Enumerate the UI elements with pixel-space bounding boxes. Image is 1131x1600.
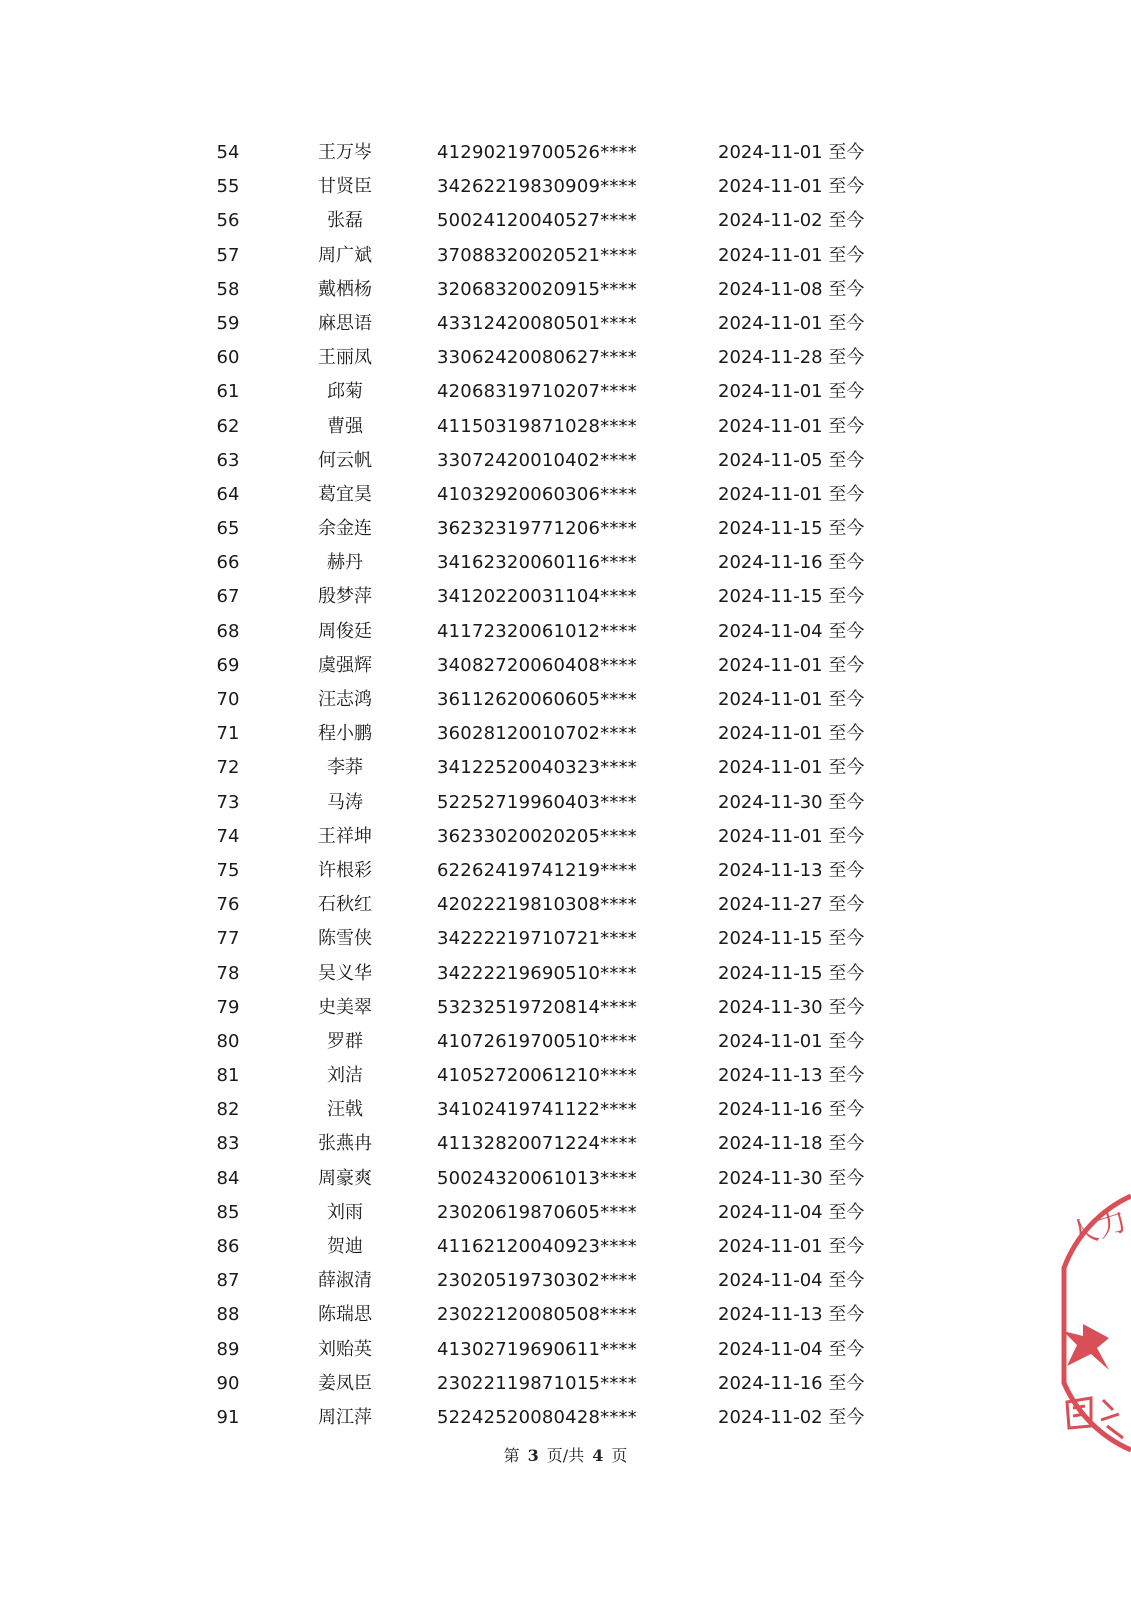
id-number: 23022120080508****	[437, 1304, 637, 1326]
row-number: 81	[216, 1065, 240, 1087]
person-name: 周俊廷	[318, 620, 372, 642]
row-number: 84	[216, 1167, 240, 1189]
person-name: 王万岑	[318, 142, 372, 163]
person-name: 张燕冉	[318, 1133, 372, 1155]
start-date: 2024-11-01 至今	[718, 825, 865, 847]
id-number: 43312420080501****	[437, 312, 637, 334]
person-name: 王祥坤	[318, 825, 372, 847]
table-row	[0, 854, 1131, 888]
id-number: 41290219700526****	[437, 142, 637, 163]
table-row	[0, 273, 1131, 307]
id-number: 23022119871015****	[437, 1372, 637, 1394]
person-name: 罗群	[327, 1030, 363, 1052]
id-number: 52242520080428****	[437, 1406, 637, 1428]
start-date: 2024-11-01 至今	[718, 381, 865, 403]
start-date: 2024-11-04 至今	[718, 1338, 865, 1360]
start-date: 2024-11-04 至今	[718, 620, 865, 642]
person-name: 陈雪侠	[318, 928, 372, 950]
table-row	[0, 922, 1131, 956]
page-footer	[0, 1443, 1131, 1466]
table-row	[0, 512, 1131, 546]
person-name: 刘洁	[327, 1065, 363, 1087]
table-row	[0, 478, 1131, 512]
person-name: 刘雨	[327, 1201, 363, 1223]
person-name: 甘贤臣	[318, 176, 372, 198]
row-number: 85	[216, 1201, 240, 1223]
id-number: 34262219830909****	[437, 176, 637, 198]
id-number: 36112620060605****	[437, 689, 637, 710]
table-row	[0, 820, 1131, 854]
id-number: 34222219710721****	[437, 928, 637, 950]
row-number: 64	[216, 483, 240, 505]
row-number: 91	[216, 1406, 240, 1428]
start-date: 2024-11-08 至今	[718, 278, 865, 300]
table-row	[0, 649, 1131, 683]
row-number: 60	[216, 347, 240, 369]
id-number: 34122520040323****	[437, 757, 637, 779]
row-number: 83	[216, 1133, 240, 1155]
footer-middle: 页/共	[546, 1446, 585, 1465]
id-number: 33072420010402****	[437, 449, 637, 471]
row-number: 62	[216, 415, 240, 437]
id-number: 36028120010702****	[437, 723, 637, 745]
current-page-number: 3	[527, 1446, 539, 1465]
table-row	[0, 546, 1131, 580]
id-number: 34102419741122****	[437, 1099, 637, 1121]
id-number: 50024320061013****	[437, 1167, 637, 1189]
row-number: 66	[216, 552, 240, 574]
person-name: 许根彩	[318, 859, 372, 881]
start-date: 2024-11-01 至今	[718, 1236, 865, 1257]
start-date: 2024-11-13 至今	[718, 859, 865, 881]
row-number: 86	[216, 1236, 240, 1257]
table-row	[0, 1367, 1131, 1401]
row-number: 90	[216, 1372, 240, 1394]
start-date: 2024-11-13 至今	[718, 1065, 865, 1087]
person-name: 马涛	[327, 791, 363, 813]
table-row	[0, 1230, 1131, 1264]
start-date: 2024-11-18 至今	[718, 1133, 865, 1155]
row-number: 58	[216, 278, 240, 300]
start-date: 2024-11-30 至今	[718, 791, 865, 813]
id-number: 62262419741219****	[437, 859, 637, 881]
person-name: 陈瑞思	[318, 1304, 372, 1326]
id-number: 33062420080627****	[437, 347, 637, 369]
table-row	[0, 751, 1131, 785]
start-date: 2024-11-15 至今	[718, 518, 865, 540]
table-row	[0, 444, 1131, 478]
person-name: 麻思语	[318, 312, 372, 334]
person-name: 张磊	[327, 210, 363, 232]
id-number: 23020519730302****	[437, 1270, 637, 1292]
id-number: 34162320060116****	[437, 552, 637, 574]
start-date: 2024-11-30 至今	[718, 996, 865, 1018]
personnel-list	[0, 136, 1131, 1435]
row-number: 63	[216, 449, 240, 471]
row-number: 61	[216, 381, 240, 403]
table-row	[0, 1333, 1131, 1367]
person-name: 汪志鸿	[318, 689, 372, 710]
row-number: 79	[216, 996, 240, 1018]
row-number: 67	[216, 586, 240, 608]
start-date: 2024-11-15 至今	[718, 586, 865, 608]
id-number: 34082720060408****	[437, 654, 637, 676]
start-date: 2024-11-01 至今	[718, 1030, 865, 1052]
id-number: 41032920060306****	[437, 483, 637, 505]
id-number: 34222219690510****	[437, 962, 637, 984]
table-row	[0, 786, 1131, 820]
person-name: 邱菊	[327, 381, 363, 403]
person-name: 赫丹	[327, 552, 363, 574]
table-row	[0, 1196, 1131, 1230]
start-date: 2024-11-01 至今	[718, 654, 865, 676]
svg-text:人力	[1064, 1203, 1131, 1255]
seal-text: 人力	[1063, 1202, 1131, 1255]
row-number: 77	[216, 928, 240, 950]
person-name: 汪戟	[327, 1099, 363, 1121]
row-number: 76	[216, 894, 240, 916]
table-row	[0, 717, 1131, 751]
person-name: 葛宜昊	[318, 483, 372, 505]
row-number: 55	[216, 176, 240, 198]
person-name: 刘贻英	[318, 1338, 372, 1360]
table-row	[0, 615, 1131, 649]
start-date: 2024-11-02 至今	[718, 210, 865, 232]
start-date: 2024-11-01 至今	[718, 176, 865, 198]
table-row	[0, 1298, 1131, 1332]
start-date: 2024-11-30 至今	[718, 1167, 865, 1189]
person-name: 周广斌	[318, 244, 372, 266]
start-date: 2024-11-01 至今	[718, 723, 865, 745]
id-number: 42022219810308****	[437, 894, 637, 916]
table-row	[0, 375, 1131, 409]
table-row	[0, 341, 1131, 375]
start-date: 2024-11-04 至今	[718, 1270, 865, 1292]
table-row	[0, 580, 1131, 614]
person-name: 石秋红	[318, 894, 372, 916]
row-number: 72	[216, 757, 240, 779]
start-date: 2024-11-01 至今	[718, 312, 865, 334]
start-date: 2024-11-01 至今	[718, 244, 865, 266]
row-number: 56	[216, 210, 240, 232]
row-number: 70	[216, 689, 240, 710]
table-row	[0, 410, 1131, 444]
id-number: 37088320020521****	[437, 244, 637, 266]
row-number: 74	[216, 825, 240, 847]
table-row	[0, 170, 1131, 204]
person-name: 李莽	[327, 757, 363, 779]
start-date: 2024-11-27 至今	[718, 894, 865, 916]
start-date: 2024-11-01 至今	[718, 483, 865, 505]
start-date: 2024-11-01 至今	[718, 415, 865, 437]
person-name: 程小鹏	[318, 723, 372, 745]
start-date: 2024-11-16 至今	[718, 1372, 865, 1394]
person-name: 曹强	[327, 415, 363, 437]
row-number: 68	[216, 620, 240, 642]
start-date: 2024-11-01 至今	[718, 142, 865, 163]
id-number: 41132820071224****	[437, 1133, 637, 1155]
row-number: 87	[216, 1270, 240, 1292]
row-number: 89	[216, 1338, 240, 1360]
id-number: 32068320020915****	[437, 278, 637, 300]
table-row	[0, 204, 1131, 238]
table-row	[0, 1401, 1131, 1435]
row-number: 69	[216, 654, 240, 676]
row-number: 59	[216, 312, 240, 334]
id-number: 41150319871028****	[437, 415, 637, 437]
footer-suffix: 页	[611, 1446, 628, 1465]
person-name: 王丽凤	[318, 347, 372, 369]
table-row	[0, 307, 1131, 341]
table-row	[0, 239, 1131, 273]
table-row	[0, 1127, 1131, 1161]
start-date: 2024-11-05 至今	[718, 449, 865, 471]
person-name: 周江萍	[318, 1406, 372, 1428]
table-row	[0, 1162, 1131, 1196]
row-number: 71	[216, 723, 240, 745]
id-number: 50024120040527****	[437, 210, 637, 232]
person-name: 史美翠	[318, 996, 372, 1018]
id-number: 53232519720814****	[437, 996, 637, 1018]
official-seal-stamp	[1061, 1188, 1131, 1458]
row-number: 80	[216, 1030, 240, 1052]
start-date: 2024-11-16 至今	[718, 1099, 865, 1121]
start-date: 2024-11-01 至今	[718, 689, 865, 710]
person-name: 殷梦萍	[318, 586, 372, 608]
table-row	[0, 888, 1131, 922]
id-number: 41172320061012****	[437, 620, 637, 642]
id-number: 36233020020205****	[437, 825, 637, 847]
table-row	[0, 1264, 1131, 1298]
row-number: 88	[216, 1304, 240, 1326]
person-name: 虞强辉	[318, 654, 372, 676]
person-name: 吴义华	[318, 962, 372, 984]
person-name: 姜凤臣	[318, 1372, 372, 1394]
table-row	[0, 1093, 1131, 1127]
person-name: 薛淑清	[318, 1270, 372, 1292]
id-number: 41302719690611****	[437, 1338, 637, 1360]
id-number: 41072619700510****	[437, 1030, 637, 1052]
person-name: 余金连	[318, 518, 372, 540]
id-number: 23020619870605****	[437, 1201, 637, 1223]
row-number: 75	[216, 859, 240, 881]
start-date: 2024-11-02 至今	[718, 1406, 865, 1428]
table-row	[0, 1059, 1131, 1093]
id-number: 36232319771206****	[437, 518, 637, 540]
start-date: 2024-11-13 至今	[718, 1304, 865, 1326]
table-row	[0, 136, 1131, 170]
id-number: 42068319710207****	[437, 381, 637, 403]
person-name: 戴栖杨	[318, 278, 372, 300]
id-number: 41162120040923****	[437, 1236, 637, 1257]
id-number: 34120220031104****	[437, 586, 637, 608]
row-number: 57	[216, 244, 240, 266]
person-name: 周豪爽	[318, 1167, 372, 1189]
total-page-number: 4	[592, 1446, 604, 1465]
start-date: 2024-11-04 至今	[718, 1201, 865, 1223]
row-number: 73	[216, 791, 240, 813]
person-name: 何云帆	[318, 449, 372, 471]
start-date: 2024-11-28 至今	[718, 347, 865, 369]
row-number: 54	[216, 142, 240, 163]
table-row	[0, 1025, 1131, 1059]
start-date: 2024-11-15 至今	[718, 928, 865, 950]
start-date: 2024-11-15 至今	[718, 962, 865, 984]
person-name: 贺迪	[327, 1236, 363, 1257]
id-number: 52252719960403****	[437, 791, 637, 813]
footer-prefix: 第	[503, 1446, 520, 1465]
start-date: 2024-11-01 至今	[718, 757, 865, 779]
row-number: 82	[216, 1099, 240, 1121]
start-date: 2024-11-16 至今	[718, 552, 865, 574]
table-row	[0, 957, 1131, 991]
table-row	[0, 683, 1131, 717]
id-number: 41052720061210****	[437, 1065, 637, 1087]
row-number: 65	[216, 518, 240, 540]
row-number: 78	[216, 962, 240, 984]
table-row	[0, 991, 1131, 1025]
